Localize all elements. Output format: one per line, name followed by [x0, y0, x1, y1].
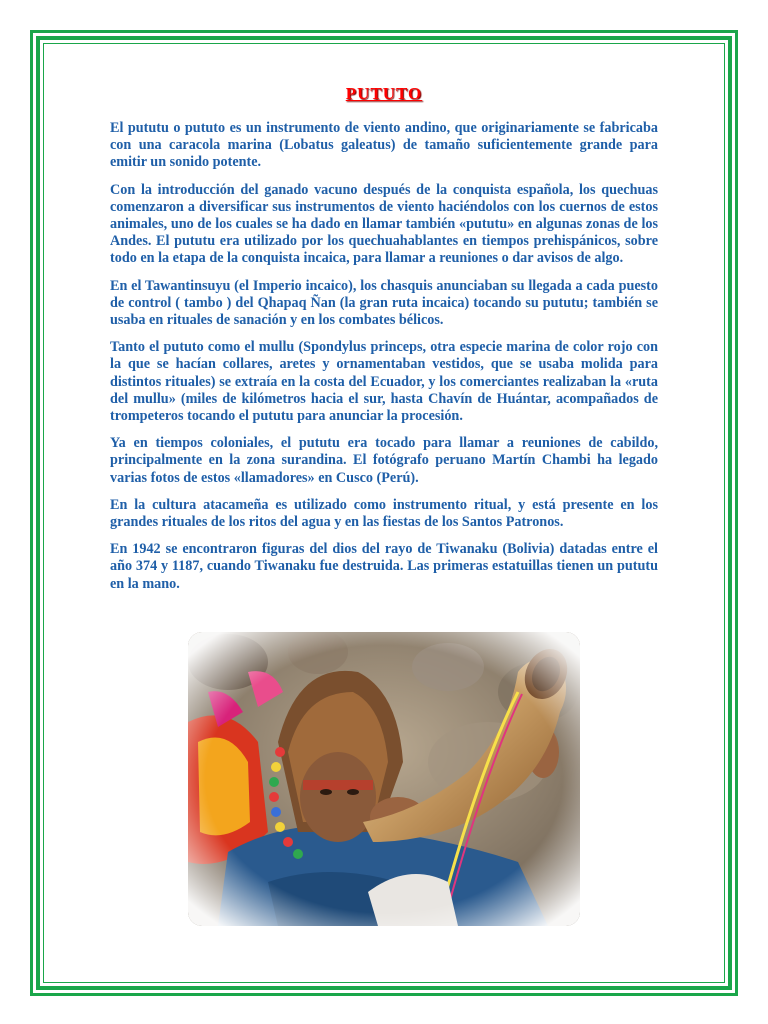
pututu-player-photo: [188, 632, 580, 926]
paragraph-2: Con la introducción del ganado vacuno después de la conquista española, los quechuas comenzaron a diversificar sus instrumentos de viento haciéndolos con los cuernos de estos animales, uno de los cuales se ha dado en llamar también «pututu» en algunas zonas de los Andes. El pututu era utilizado por los quechuahablantes en tiempos prehispánicos, sobre todo en la etapa de la conquista incaica, para llamar a reuniones o dar avisos de algo.: [110, 181, 658, 267]
page-title: PUTUTO: [345, 84, 423, 103]
paragraph-4: Tanto el pututo como el mullu (Spondylus princeps, otra especie marina de color rojo con la que se hacían collares, aretes y ornamentaban vestidos, que se usaba molida para distintos rituales) se extraía en la costa del Ecuador, y los comerciantes realizaban la «ruta del mullu» (miles de kilómetros hacia el sur, hasta Chavín de Huántar, acompañados de trompeteros tocando el pututu para anunciar la procesión.: [110, 339, 658, 425]
paragraph-1: El pututu o pututo es un instrumento de viento andino, que originariamente se fabricaba con una caracola marina (Lobatus galeatus) de tamaño suficientemente grande para emitir un sonido potente.: [110, 120, 658, 171]
paragraph-3: En el Tawantinsuyu (el Imperio incaico), los chasquis anunciaban su llegada a cada puesto de control ( tambo ) del Qhapaq Ñan (la gran ruta incaica) tocando su pututu; también se usaba en rituales de sanación y en los combates bélicos.: [110, 277, 658, 329]
paragraph-7: En 1942 se encontraron figuras del dios del rayo de Tiwanaku (Bolivia) datadas entre el año 374 y 1187, cuando Tiwanaku fue destruida. Las primeras estatuillas tienen un pututu en la mano.: [110, 541, 658, 592]
paragraph-5: Ya en tiempos coloniales, el pututu era tocado para llamar a reuniones de cabildo, principalmente en la zona surandina. El fotógrafo peruano Martín Chambi ha legado varias fotos de estos «llamadores» en Cusco (Perú).: [110, 435, 658, 486]
photo-illustration: [188, 632, 580, 926]
article-body: [110, 120, 658, 603]
paragraph-6: En la cultura atacameña es utilizado como instrumento ritual, y está presente en los grandes rituales de los ritos del agua y en las fiestas de los Santos Patronos.: [110, 496, 658, 531]
